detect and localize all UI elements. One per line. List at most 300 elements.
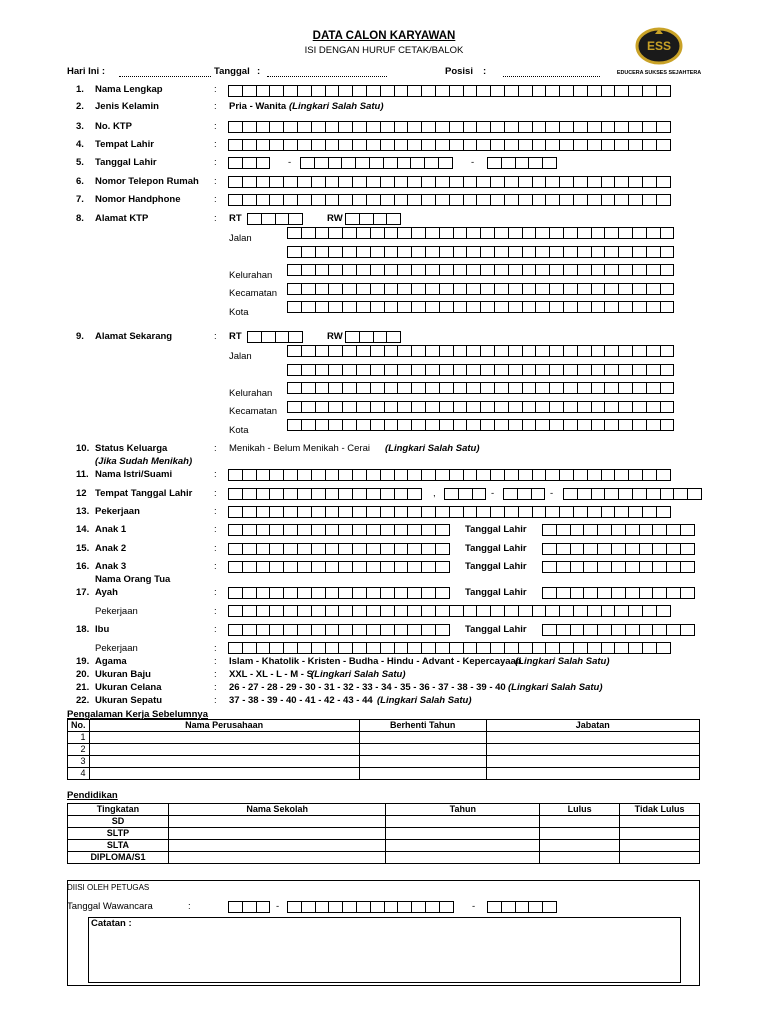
char-box[interactable]	[366, 469, 381, 481]
char-box[interactable]	[680, 524, 695, 536]
char-box[interactable]	[256, 469, 271, 481]
char-box[interactable]	[549, 246, 564, 258]
char-box[interactable]	[342, 227, 357, 239]
char-box[interactable]	[370, 382, 385, 394]
char-box[interactable]	[563, 301, 578, 313]
char-box[interactable]	[228, 587, 243, 599]
char-box[interactable]	[356, 246, 371, 258]
birth-month-input[interactable]	[300, 157, 452, 169]
char-box[interactable]	[508, 301, 523, 313]
char-box[interactable]	[421, 543, 436, 555]
char-box[interactable]	[269, 121, 284, 133]
char-box[interactable]	[380, 587, 395, 599]
char-box[interactable]	[559, 642, 574, 654]
char-box[interactable]	[435, 624, 450, 636]
char-box[interactable]	[269, 139, 284, 151]
char-box[interactable]	[352, 561, 367, 573]
char-box[interactable]	[532, 506, 547, 518]
char-box[interactable]	[435, 85, 450, 97]
char-box[interactable]	[591, 488, 606, 500]
char-box[interactable]	[394, 605, 409, 617]
char-box[interactable]	[256, 85, 271, 97]
no-ktp-input[interactable]	[228, 121, 670, 133]
char-box[interactable]	[256, 642, 271, 654]
char-box[interactable]	[458, 488, 473, 500]
char-box[interactable]	[556, 587, 571, 599]
char-box[interactable]	[356, 401, 371, 413]
char-box[interactable]	[453, 345, 468, 357]
char-box[interactable]	[449, 642, 464, 654]
char-box[interactable]	[639, 587, 654, 599]
char-box[interactable]	[604, 419, 619, 431]
char-box[interactable]	[394, 488, 409, 500]
char-box[interactable]	[338, 85, 353, 97]
char-box[interactable]	[315, 246, 330, 258]
year-cell[interactable]	[359, 732, 486, 744]
char-box[interactable]	[628, 194, 643, 206]
char-box[interactable]	[394, 561, 409, 573]
char-box[interactable]	[352, 121, 367, 133]
char-box[interactable]	[642, 605, 657, 617]
char-box[interactable]	[283, 139, 298, 151]
char-box[interactable]	[439, 345, 454, 357]
char-box[interactable]	[522, 264, 537, 276]
char-box[interactable]	[625, 524, 640, 536]
char-box[interactable]	[535, 364, 550, 376]
char-box[interactable]	[515, 157, 530, 169]
char-box[interactable]	[494, 345, 509, 357]
char-box[interactable]	[449, 194, 464, 206]
char-box[interactable]	[287, 401, 302, 413]
char-box[interactable]	[384, 345, 399, 357]
char-box[interactable]	[660, 488, 675, 500]
char-box[interactable]	[476, 605, 491, 617]
hari-ini-field[interactable]	[119, 76, 211, 77]
char-box[interactable]	[228, 469, 243, 481]
char-box[interactable]	[587, 176, 602, 188]
char-box[interactable]	[242, 587, 257, 599]
char-box[interactable]	[535, 227, 550, 239]
char-box[interactable]	[228, 642, 243, 654]
company-cell[interactable]	[89, 768, 359, 780]
char-box[interactable]	[570, 624, 585, 636]
char-box[interactable]	[549, 283, 564, 295]
edu-year-cell[interactable]	[386, 840, 540, 852]
char-box[interactable]	[256, 561, 271, 573]
char-box[interactable]	[325, 176, 340, 188]
char-box[interactable]	[407, 176, 422, 188]
char-box[interactable]	[597, 624, 612, 636]
char-box[interactable]	[642, 642, 657, 654]
char-box[interactable]	[328, 157, 343, 169]
char-box[interactable]	[449, 506, 464, 518]
char-box[interactable]	[508, 401, 523, 413]
char-box[interactable]	[604, 227, 619, 239]
char-box[interactable]	[311, 194, 326, 206]
char-box[interactable]	[394, 176, 409, 188]
char-box[interactable]	[490, 194, 505, 206]
char-box[interactable]	[463, 85, 478, 97]
char-box[interactable]	[673, 488, 688, 500]
char-box[interactable]	[407, 543, 422, 555]
char-box[interactable]	[559, 176, 574, 188]
char-box[interactable]	[632, 246, 647, 258]
char-box[interactable]	[528, 157, 543, 169]
char-box[interactable]	[394, 469, 409, 481]
char-box[interactable]	[646, 246, 661, 258]
char-box[interactable]	[397, 345, 412, 357]
year-cell[interactable]	[359, 744, 486, 756]
char-box[interactable]	[380, 543, 395, 555]
char-box[interactable]	[407, 85, 422, 97]
char-box[interactable]	[269, 469, 284, 481]
char-box[interactable]	[549, 364, 564, 376]
char-box[interactable]	[325, 194, 340, 206]
char-box[interactable]	[435, 605, 450, 617]
char-box[interactable]	[356, 264, 371, 276]
char-box[interactable]	[325, 587, 340, 599]
char-box[interactable]	[370, 227, 385, 239]
char-box[interactable]	[449, 605, 464, 617]
char-box[interactable]	[587, 506, 602, 518]
char-box[interactable]	[242, 157, 257, 169]
char-box[interactable]	[604, 246, 619, 258]
char-box[interactable]	[490, 85, 505, 97]
char-box[interactable]	[366, 121, 381, 133]
char-box[interactable]	[256, 157, 271, 169]
char-box[interactable]	[628, 469, 643, 481]
char-box[interactable]	[556, 624, 571, 636]
char-box[interactable]	[559, 121, 574, 133]
char-box[interactable]	[532, 85, 547, 97]
char-box[interactable]	[256, 121, 271, 133]
pekerjaan-ayah-input[interactable]	[228, 605, 670, 617]
alamat-ktp-kecamatan-input[interactable]	[287, 283, 673, 295]
char-box[interactable]	[283, 624, 298, 636]
char-box[interactable]	[522, 227, 537, 239]
char-box[interactable]	[577, 419, 592, 431]
char-box[interactable]	[297, 642, 312, 654]
char-box[interactable]	[397, 246, 412, 258]
char-box[interactable]	[508, 283, 523, 295]
char-box[interactable]	[366, 605, 381, 617]
char-box[interactable]	[518, 139, 533, 151]
char-box[interactable]	[325, 488, 340, 500]
char-box[interactable]	[311, 506, 326, 518]
char-box[interactable]	[604, 401, 619, 413]
char-box[interactable]	[504, 642, 519, 654]
char-box[interactable]	[614, 176, 629, 188]
char-box[interactable]	[453, 364, 468, 376]
char-box[interactable]	[494, 401, 509, 413]
anak-1-input[interactable]	[228, 524, 449, 536]
char-box[interactable]	[660, 227, 675, 239]
char-box[interactable]	[421, 605, 436, 617]
char-box[interactable]	[315, 382, 330, 394]
char-box[interactable]	[301, 264, 316, 276]
char-box[interactable]	[411, 364, 426, 376]
char-box[interactable]	[494, 246, 509, 258]
char-box[interactable]	[338, 624, 353, 636]
char-box[interactable]	[632, 283, 647, 295]
anak-1-tgl-input[interactable]	[542, 524, 694, 536]
char-box[interactable]	[394, 139, 409, 151]
char-box[interactable]	[380, 176, 395, 188]
char-box[interactable]	[425, 246, 440, 258]
char-box[interactable]	[359, 213, 374, 225]
char-box[interactable]	[535, 345, 550, 357]
char-box[interactable]	[545, 605, 560, 617]
char-box[interactable]	[287, 283, 302, 295]
char-box[interactable]	[228, 624, 243, 636]
char-box[interactable]	[449, 139, 464, 151]
char-box[interactable]	[587, 469, 602, 481]
char-box[interactable]	[338, 587, 353, 599]
char-box[interactable]	[535, 382, 550, 394]
anak-2-tgl-input[interactable]	[542, 543, 694, 555]
char-box[interactable]	[614, 642, 629, 654]
char-box[interactable]	[660, 364, 675, 376]
char-box[interactable]	[297, 121, 312, 133]
char-box[interactable]	[328, 301, 343, 313]
char-box[interactable]	[517, 488, 532, 500]
char-box[interactable]	[628, 176, 643, 188]
alamat-sekarang-rw-input[interactable]	[345, 331, 400, 343]
char-box[interactable]	[356, 345, 371, 357]
char-box[interactable]	[646, 301, 661, 313]
char-box[interactable]	[301, 246, 316, 258]
char-box[interactable]	[504, 605, 519, 617]
year-cell[interactable]	[359, 768, 486, 780]
char-box[interactable]	[256, 605, 271, 617]
char-box[interactable]	[338, 543, 353, 555]
char-box[interactable]	[287, 345, 302, 357]
char-box[interactable]	[352, 506, 367, 518]
char-box[interactable]	[480, 264, 495, 276]
char-box[interactable]	[614, 139, 629, 151]
char-box[interactable]	[386, 331, 401, 343]
char-box[interactable]	[288, 331, 303, 343]
edu-year-cell[interactable]	[386, 828, 540, 840]
char-box[interactable]	[531, 488, 546, 500]
char-box[interactable]	[618, 246, 633, 258]
char-box[interactable]	[563, 264, 578, 276]
char-box[interactable]	[656, 194, 671, 206]
char-box[interactable]	[283, 543, 298, 555]
char-box[interactable]	[591, 382, 606, 394]
char-box[interactable]	[542, 561, 557, 573]
char-box[interactable]	[563, 382, 578, 394]
char-box[interactable]	[370, 301, 385, 313]
char-box[interactable]	[287, 264, 302, 276]
char-box[interactable]	[656, 469, 671, 481]
char-box[interactable]	[639, 543, 654, 555]
char-box[interactable]	[656, 121, 671, 133]
char-box[interactable]	[425, 301, 440, 313]
char-box[interactable]	[301, 283, 316, 295]
char-box[interactable]	[577, 345, 592, 357]
pekerjaan-ibu-input[interactable]	[228, 642, 670, 654]
char-box[interactable]	[563, 283, 578, 295]
char-box[interactable]	[601, 194, 616, 206]
char-box[interactable]	[325, 506, 340, 518]
char-box[interactable]	[380, 642, 395, 654]
char-box[interactable]	[439, 364, 454, 376]
fail-cell[interactable]	[620, 852, 700, 864]
char-box[interactable]	[587, 605, 602, 617]
char-box[interactable]	[535, 246, 550, 258]
char-box[interactable]	[532, 194, 547, 206]
char-box[interactable]	[559, 85, 574, 97]
char-box[interactable]	[269, 85, 284, 97]
char-box[interactable]	[439, 227, 454, 239]
pekerjaan-pasangan-input[interactable]	[228, 506, 670, 518]
char-box[interactable]	[591, 364, 606, 376]
char-box[interactable]	[518, 176, 533, 188]
char-box[interactable]	[366, 139, 381, 151]
char-box[interactable]	[311, 176, 326, 188]
char-box[interactable]	[601, 85, 616, 97]
char-box[interactable]	[535, 283, 550, 295]
char-box[interactable]	[559, 139, 574, 151]
char-box[interactable]	[611, 543, 626, 555]
char-box[interactable]	[646, 264, 661, 276]
char-box[interactable]	[597, 587, 612, 599]
char-box[interactable]	[256, 624, 271, 636]
char-box[interactable]	[369, 157, 384, 169]
position-cell[interactable]	[486, 744, 699, 756]
char-box[interactable]	[660, 301, 675, 313]
char-box[interactable]	[439, 419, 454, 431]
char-box[interactable]	[577, 382, 592, 394]
char-box[interactable]	[283, 85, 298, 97]
char-box[interactable]	[425, 345, 440, 357]
char-box[interactable]	[587, 642, 602, 654]
char-box[interactable]	[311, 543, 326, 555]
pass-cell[interactable]	[540, 816, 620, 828]
char-box[interactable]	[407, 194, 422, 206]
char-box[interactable]	[549, 227, 564, 239]
char-box[interactable]	[480, 345, 495, 357]
char-box[interactable]	[549, 345, 564, 357]
char-box[interactable]	[370, 401, 385, 413]
char-box[interactable]	[542, 524, 557, 536]
char-box[interactable]	[439, 401, 454, 413]
char-box[interactable]	[425, 401, 440, 413]
char-box[interactable]	[480, 227, 495, 239]
char-box[interactable]	[439, 264, 454, 276]
company-cell[interactable]	[89, 756, 359, 768]
char-box[interactable]	[421, 469, 436, 481]
char-box[interactable]	[476, 176, 491, 188]
char-box[interactable]	[466, 283, 481, 295]
char-box[interactable]	[421, 121, 436, 133]
char-box[interactable]	[269, 176, 284, 188]
char-box[interactable]	[384, 419, 399, 431]
char-box[interactable]	[247, 213, 262, 225]
char-box[interactable]	[256, 176, 271, 188]
char-box[interactable]	[269, 642, 284, 654]
char-box[interactable]	[352, 642, 367, 654]
tempat-lahir-input[interactable]	[228, 139, 670, 151]
char-box[interactable]	[283, 561, 298, 573]
char-box[interactable]	[652, 561, 667, 573]
anak-2-input[interactable]	[228, 543, 449, 555]
char-box[interactable]	[242, 85, 257, 97]
char-box[interactable]	[283, 642, 298, 654]
char-box[interactable]	[591, 283, 606, 295]
char-box[interactable]	[342, 264, 357, 276]
char-box[interactable]	[680, 587, 695, 599]
char-box[interactable]	[283, 194, 298, 206]
char-box[interactable]	[601, 605, 616, 617]
char-box[interactable]	[573, 642, 588, 654]
alamat-ktp-kota-input[interactable]	[287, 301, 673, 313]
birth-day-input[interactable]	[228, 157, 269, 169]
char-box[interactable]	[604, 364, 619, 376]
char-box[interactable]	[490, 176, 505, 188]
char-box[interactable]	[338, 488, 353, 500]
char-box[interactable]	[466, 227, 481, 239]
char-box[interactable]	[494, 382, 509, 394]
char-box[interactable]	[466, 401, 481, 413]
ayah-tgl-input[interactable]	[542, 587, 694, 599]
char-box[interactable]	[325, 605, 340, 617]
char-box[interactable]	[341, 157, 356, 169]
char-box[interactable]	[397, 382, 412, 394]
ayah-input[interactable]	[228, 587, 449, 599]
company-cell[interactable]	[89, 744, 359, 756]
char-box[interactable]	[407, 605, 422, 617]
char-box[interactable]	[311, 139, 326, 151]
char-box[interactable]	[577, 488, 592, 500]
char-box[interactable]	[342, 345, 357, 357]
char-box[interactable]	[228, 506, 243, 518]
char-box[interactable]	[287, 382, 302, 394]
char-box[interactable]	[380, 85, 395, 97]
char-box[interactable]	[283, 176, 298, 188]
char-box[interactable]	[407, 469, 422, 481]
char-box[interactable]	[618, 264, 633, 276]
char-box[interactable]	[311, 561, 326, 573]
char-box[interactable]	[577, 264, 592, 276]
char-box[interactable]	[549, 382, 564, 394]
char-box[interactable]	[625, 587, 640, 599]
char-box[interactable]	[632, 345, 647, 357]
char-box[interactable]	[490, 506, 505, 518]
char-box[interactable]	[315, 283, 330, 295]
char-box[interactable]	[370, 283, 385, 295]
char-box[interactable]	[476, 139, 491, 151]
char-box[interactable]	[632, 401, 647, 413]
char-box[interactable]	[618, 283, 633, 295]
anak-3-tgl-input[interactable]	[542, 561, 694, 573]
char-box[interactable]	[583, 543, 598, 555]
char-box[interactable]	[421, 506, 436, 518]
alamat-ktp-rw-input[interactable]	[345, 213, 400, 225]
char-box[interactable]	[611, 624, 626, 636]
char-box[interactable]	[680, 624, 695, 636]
char-box[interactable]	[583, 561, 598, 573]
char-box[interactable]	[652, 587, 667, 599]
char-box[interactable]	[570, 543, 585, 555]
char-box[interactable]	[463, 194, 478, 206]
char-box[interactable]	[435, 176, 450, 188]
char-box[interactable]	[522, 401, 537, 413]
char-box[interactable]	[660, 419, 675, 431]
char-box[interactable]	[283, 587, 298, 599]
char-box[interactable]	[522, 283, 537, 295]
